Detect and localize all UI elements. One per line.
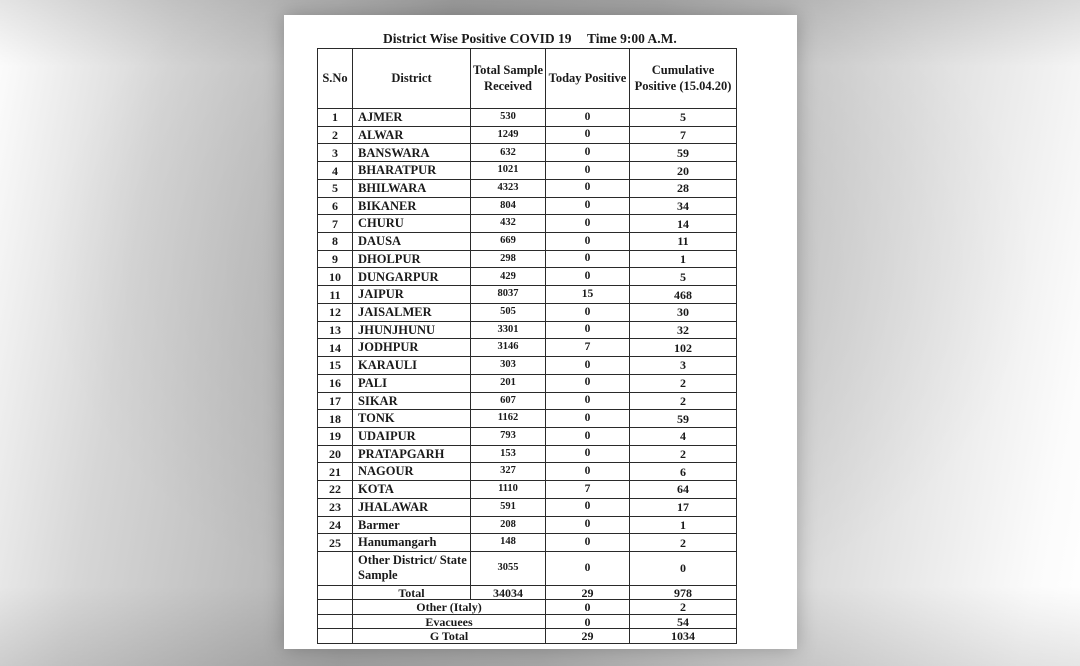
table-row [318,339,737,357]
table-row [318,516,737,534]
table-row [318,179,737,197]
table-row [318,197,737,215]
district-cell: NAGOUR [353,463,471,481]
cumulative-cell: 20 [630,162,737,180]
table-row [318,162,737,180]
cumulative-cell: 11 [630,233,737,251]
today-cell: 0 [546,233,630,251]
cumulative-cell: 4 [630,427,737,445]
today-cell: 0 [546,126,630,144]
cumulative-cell: 64 [630,481,737,499]
sno-cell: 2 [318,126,353,144]
header-row [318,49,737,109]
sno-cell: 12 [318,303,353,321]
sample-cell: 1110 [471,481,546,499]
today-cell: 0 [546,215,630,233]
district-cell: DAUSA [353,233,471,251]
district-cell: JAISALMER [353,303,471,321]
sno-cell: 10 [318,268,353,286]
report-time: Time 9:00 A.M. [587,31,677,46]
sample-cell: 632 [471,144,546,162]
cumulative-cell: 6 [630,463,737,481]
page-title: District Wise Positive COVID 19 [383,31,572,46]
sno-cell: 19 [318,427,353,445]
today-cell: 0 [546,445,630,463]
sample-cell: 3146 [471,339,546,357]
sample-cell: 505 [471,303,546,321]
sample-cell: 208 [471,516,546,534]
district-cell: Other District/ State Sample [353,551,471,585]
district-cell: DUNGARPUR [353,268,471,286]
column-header-today: Today Positive [546,49,630,109]
table-row [318,286,737,304]
district-cell: JHALAWAR [353,498,471,516]
today-cell: 0 [546,427,630,445]
district-cell: AJMER [353,109,471,127]
today-cell: 15 [546,286,630,304]
today-cell: 0 [546,534,630,552]
cumulative-cell: 1034 [630,629,737,644]
table-row-total [318,585,737,600]
sample-cell: 1162 [471,410,546,428]
sno-cell: 8 [318,233,353,251]
cumulative-cell: 1 [630,516,737,534]
empty-sno-cell [318,629,353,644]
sno-cell: 23 [318,498,353,516]
table-row-other-district [318,551,737,585]
sno-cell: 1 [318,109,353,127]
cumulative-cell: 59 [630,410,737,428]
cumulative-cell: 2 [630,445,737,463]
table-row [318,268,737,286]
table-row [318,144,737,162]
table-row [318,481,737,499]
cumulative-cell: 978 [630,585,737,600]
table-row [318,126,737,144]
sno-cell: 21 [318,463,353,481]
today-cell: 7 [546,481,630,499]
table-row [318,445,737,463]
cumulative-cell: 102 [630,339,737,357]
today-cell: 0 [546,516,630,534]
district-cell: UDAIPUR [353,427,471,445]
today-cell: 0 [546,374,630,392]
district-cell: KOTA [353,481,471,499]
today-cell: 0 [546,357,630,375]
district-cell: Hanumangarh [353,534,471,552]
cumulative-cell: 2 [630,534,737,552]
cumulative-cell: 3 [630,357,737,375]
today-cell: 0 [546,197,630,215]
district-cell: DHOLPUR [353,250,471,268]
district-cell: ALWAR [353,126,471,144]
table-row [318,427,737,445]
sample-cell: 153 [471,445,546,463]
column-header-sample: Total Sample Received [471,49,546,109]
sample-cell: 298 [471,250,546,268]
sample-cell: 3055 [471,551,546,585]
table-row-evacuees [318,614,737,629]
today-cell: 0 [546,614,630,629]
district-cell: TONK [353,410,471,428]
sno-cell: 7 [318,215,353,233]
table-row [318,534,737,552]
cumulative-cell: 2 [630,600,737,615]
table-row [318,498,737,516]
district-cell: BHARATPUR [353,162,471,180]
today-cell: 0 [546,250,630,268]
sample-cell: 201 [471,374,546,392]
cumulative-cell: 5 [630,109,737,127]
empty-sno-cell [318,614,353,629]
empty-sno-cell [318,585,353,600]
today-cell: 0 [546,268,630,286]
district-cell: BANSWARA [353,144,471,162]
table-row [318,250,737,268]
cumulative-cell: 28 [630,179,737,197]
today-cell: 0 [546,392,630,410]
sno-cell: 18 [318,410,353,428]
sample-cell: 1249 [471,126,546,144]
sample-cell: 3301 [471,321,546,339]
today-cell: 0 [546,179,630,197]
sample-cell: 148 [471,534,546,552]
today-cell: 0 [546,303,630,321]
sample-cell: 34034 [471,585,546,600]
sno-cell: 4 [318,162,353,180]
today-cell: 0 [546,600,630,615]
g-total-label-cell: G Total [353,629,546,644]
table-row [318,215,737,233]
other-italy-label-cell: Other (Italy) [353,600,546,615]
district-cell: JODHPUR [353,339,471,357]
covid-district-table [317,48,737,644]
total-label-cell: Total [353,585,471,600]
cumulative-cell: 14 [630,215,737,233]
sample-cell: 303 [471,357,546,375]
sample-cell: 804 [471,197,546,215]
sample-cell: 669 [471,233,546,251]
district-cell: Barmer [353,516,471,534]
table-row [318,463,737,481]
sno-cell: 5 [318,179,353,197]
cumulative-cell: 32 [630,321,737,339]
today-cell: 0 [546,498,630,516]
table-row [318,392,737,410]
today-cell: 0 [546,144,630,162]
today-cell: 7 [546,339,630,357]
sno-cell: 6 [318,197,353,215]
sample-cell: 1021 [471,162,546,180]
cumulative-cell: 1 [630,250,737,268]
sno-cell: 20 [318,445,353,463]
sno-cell: 9 [318,250,353,268]
district-cell: PRATAPGARH [353,445,471,463]
sample-cell: 8037 [471,286,546,304]
sno-cell: 15 [318,357,353,375]
district-cell: KARAULI [353,357,471,375]
cumulative-cell: 2 [630,374,737,392]
sno-cell: 24 [318,516,353,534]
cumulative-cell: 0 [630,551,737,585]
sample-cell: 327 [471,463,546,481]
district-cell: BIKANER [353,197,471,215]
sno-cell: 25 [318,534,353,552]
table-row [318,410,737,428]
sample-cell: 432 [471,215,546,233]
sample-cell: 793 [471,427,546,445]
cumulative-cell: 54 [630,614,737,629]
today-cell: 0 [546,162,630,180]
table-row [318,357,737,375]
sno-cell: 14 [318,339,353,357]
cumulative-cell: 17 [630,498,737,516]
document-page [284,15,797,649]
table-row [318,321,737,339]
today-cell: 0 [546,551,630,585]
table-row [318,233,737,251]
cumulative-cell: 59 [630,144,737,162]
cumulative-cell: 7 [630,126,737,144]
empty-sno-cell [318,551,353,585]
cumulative-cell: 5 [630,268,737,286]
sno-cell: 11 [318,286,353,304]
cumulative-cell: 34 [630,197,737,215]
district-cell: SIKAR [353,392,471,410]
today-cell: 0 [546,321,630,339]
table-row-other-italy [318,600,737,615]
sample-cell: 607 [471,392,546,410]
sample-cell: 591 [471,498,546,516]
today-cell: 0 [546,410,630,428]
table-row-g-total [318,629,737,644]
table-row [318,374,737,392]
cumulative-cell: 2 [630,392,737,410]
district-cell: JHUNJHUNU [353,321,471,339]
sample-cell: 530 [471,109,546,127]
table-row [318,303,737,321]
column-header-sno: S.No [318,49,353,109]
evacuees-label-cell: Evacuees [353,614,546,629]
cumulative-cell: 468 [630,286,737,304]
district-cell: BHILWARA [353,179,471,197]
district-cell: JAIPUR [353,286,471,304]
sample-cell: 429 [471,268,546,286]
today-cell: 0 [546,463,630,481]
empty-sno-cell [318,600,353,615]
sample-cell: 4323 [471,179,546,197]
district-cell: PALI [353,374,471,392]
today-cell: 29 [546,585,630,600]
column-header-cumulative: Cumulative Positive (15.04.20) [630,49,737,109]
sno-cell: 3 [318,144,353,162]
sno-cell: 13 [318,321,353,339]
sno-cell: 16 [318,374,353,392]
sno-cell: 17 [318,392,353,410]
cumulative-cell: 30 [630,303,737,321]
district-cell: CHURU [353,215,471,233]
column-header-district: District [353,49,471,109]
today-cell: 29 [546,629,630,644]
today-cell: 0 [546,109,630,127]
table-row [318,109,737,127]
sno-cell: 22 [318,481,353,499]
